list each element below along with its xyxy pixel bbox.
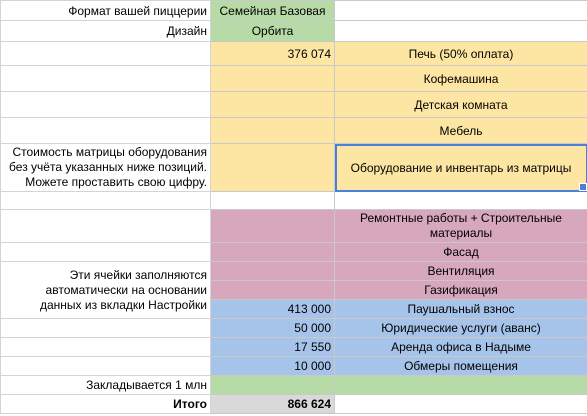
label-auto-filled[interactable]: Эти ячейки заполняются автоматически на основании данных из вкладки Настройки	[1, 262, 211, 319]
table-row	[1, 262, 587, 281]
table-row	[1, 192, 587, 210]
table-row	[1, 243, 587, 262]
label-blank[interactable]	[1, 243, 211, 262]
cell-reserve-item[interactable]	[335, 376, 587, 395]
cell-blank[interactable]	[211, 192, 335, 210]
table-row	[1, 42, 587, 66]
cell-gas-item[interactable]: Газификация	[335, 281, 587, 300]
cell-facade-value[interactable]	[211, 243, 335, 262]
cell-entry-fee-item[interactable]: Паушальный взнос	[335, 300, 587, 319]
cell-repair-value[interactable]	[211, 210, 335, 243]
cell-office-value[interactable]: 17 550	[211, 338, 335, 357]
table-row	[1, 319, 587, 338]
cell-legal-value[interactable]: 50 000	[211, 319, 335, 338]
cell-total-value[interactable]: 866 624	[211, 395, 335, 414]
cell-entry-fee-value[interactable]: 413 000	[211, 300, 335, 319]
label-total[interactable]: Итого	[1, 395, 211, 414]
cell-format-value[interactable]: Семейная Базовая	[211, 1, 335, 21]
label-blank[interactable]	[1, 210, 211, 243]
label-blank[interactable]	[1, 66, 211, 92]
label-blank[interactable]	[1, 338, 211, 357]
label-blank[interactable]	[1, 42, 211, 66]
cell-blank[interactable]	[335, 192, 587, 210]
cell-legal-item[interactable]: Юридические услуги (аванс)	[335, 319, 587, 338]
cell-repair-item[interactable]: Ремонтные работы + Строительные материалы	[335, 210, 587, 243]
table-row	[1, 338, 587, 357]
cell-gas-value[interactable]	[211, 281, 335, 300]
label-blank[interactable]	[1, 319, 211, 338]
cell-measure-item[interactable]: Обмеры помещения	[335, 357, 587, 376]
label-format[interactable]: Формат вашей пиццерии	[1, 1, 211, 21]
table-row	[1, 376, 587, 395]
label-design[interactable]: Дизайн	[1, 21, 211, 42]
table-row	[1, 1, 587, 21]
cell-coffee-value[interactable]	[211, 66, 335, 92]
table-row	[1, 66, 587, 92]
cell-format-item[interactable]	[335, 1, 587, 21]
cell-ventilation-value[interactable]	[211, 262, 335, 281]
cell-coffee-item[interactable]: Кофемашина	[335, 66, 587, 92]
cell-office-item[interactable]: Аренда офиса в Надыме	[335, 338, 587, 357]
table-row	[1, 357, 587, 376]
cell-kids-value[interactable]	[211, 92, 335, 118]
table-row	[1, 144, 587, 192]
table-row	[1, 21, 587, 42]
cell-total-item[interactable]	[335, 395, 587, 414]
label-reserve[interactable]: Закладывается 1 млн	[1, 376, 211, 395]
cell-oven-value[interactable]: 376 074	[211, 42, 335, 66]
cell-furniture-item[interactable]: Мебель	[335, 118, 587, 144]
label-blank[interactable]	[1, 92, 211, 118]
fill-handle[interactable]	[579, 183, 587, 191]
cell-ventilation-item[interactable]: Вентиляция	[335, 262, 587, 281]
label-blank[interactable]	[1, 357, 211, 376]
table-row	[1, 210, 587, 243]
cell-oven-item[interactable]: Печь (50% оплата)	[335, 42, 587, 66]
cell-furniture-value[interactable]	[211, 118, 335, 144]
label-blank[interactable]	[1, 118, 211, 144]
cell-design-item[interactable]	[335, 21, 587, 42]
cell-facade-item[interactable]: Фасад	[335, 243, 587, 262]
table-row	[1, 395, 587, 414]
table-row	[1, 118, 587, 144]
cell-measure-value[interactable]: 10 000	[211, 357, 335, 376]
cell-kids-item[interactable]: Детская комната	[335, 92, 587, 118]
cell-reserve-value[interactable]	[211, 376, 335, 395]
cell-matrix-item-text: Оборудование и инвентарь из матрицы	[350, 160, 572, 175]
table-row	[1, 92, 587, 118]
label-matrix-cost[interactable]: Стоимость матрицы оборудования без учёта указанных ниже позиций. Можете проставить свою цифру.	[1, 144, 211, 192]
label-blank[interactable]	[1, 192, 211, 210]
cell-design-value[interactable]: Орбита	[211, 21, 335, 42]
cell-matrix-item[interactable]	[335, 144, 587, 192]
cell-matrix-value[interactable]	[211, 144, 335, 192]
